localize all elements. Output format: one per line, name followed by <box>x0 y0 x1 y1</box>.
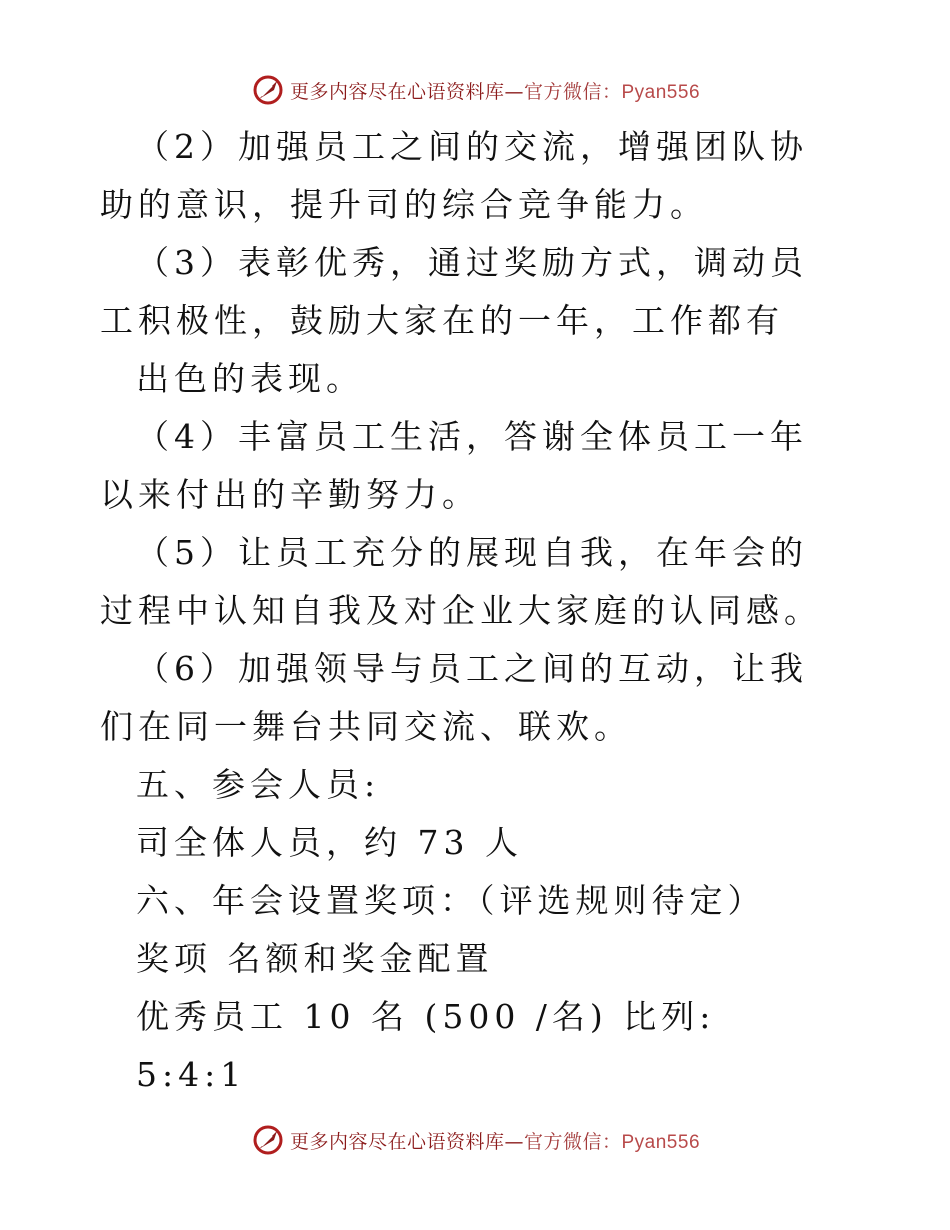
paragraph-goal-3-continued: 出色的表现。 <box>136 359 364 398</box>
watermark-main: 更多内容尽在心语资料库 <box>289 1130 505 1153</box>
paragraph-goal-2: （2）加强员工之间的交流，增强团队协助的意识，提升司的综合竞争能力。 <box>100 127 808 224</box>
watermark-wechat-id: Pyan556 <box>621 81 701 103</box>
watermark-text <box>290 1127 700 1154</box>
paragraph-goal-4: （4）丰富员工生活，答谢全体员工一年以来付出的辛勤努力。 <box>100 417 808 514</box>
paragraph-goal-5: （5）让员工充分的展现自我，在年会的过程中认知自我及对企业大家庭的认同感。 <box>100 533 822 630</box>
watermark-wechat-label: 官方微信： <box>523 80 622 103</box>
footer-watermark <box>0 1120 950 1160</box>
watermark-separator: — <box>504 80 524 103</box>
paragraph-goal-3: （3）表彰优秀，通过奖励方式，调动员工积极性，鼓励大家在的一年，工作都有 <box>100 243 808 340</box>
quill-logo-icon <box>250 1122 286 1158</box>
paragraph-goal-6: （6）加强领导与员工之间的互动，让我们在同一舞台共同交流、联欢。 <box>100 649 808 746</box>
attendees-line: 司全体人员，约 73 人 <box>136 823 523 862</box>
watermark-wechat-id: Pyan556 <box>621 1131 701 1153</box>
award-item-outstanding: 优秀员工 10 名 (500 /名) 比列: 5:4:1 <box>136 997 716 1094</box>
awards-subheading: 奖项 名额和奖金配置 <box>136 939 494 978</box>
section-heading-attendees: 五、参会人员: <box>136 765 381 804</box>
header-watermark <box>0 70 950 110</box>
watermark-main: 更多内容尽在心语资料库 <box>289 80 505 103</box>
quill-logo-icon <box>250 72 286 108</box>
watermark-wechat-label: 官方微信： <box>523 1130 622 1153</box>
section-heading-awards: 六、年会设置奖项：（评选规则待定） <box>136 881 766 920</box>
document-body <box>100 118 840 1104</box>
watermark-text <box>290 77 700 104</box>
watermark-separator: — <box>504 1130 524 1153</box>
